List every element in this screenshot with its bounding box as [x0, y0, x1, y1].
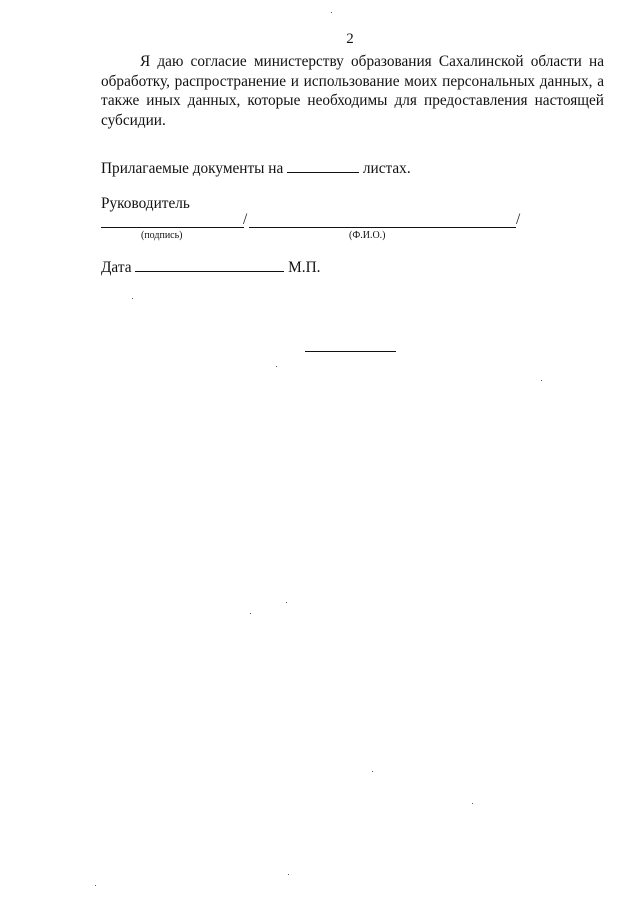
sheet-count-blank[interactable] [287, 160, 359, 173]
date-field[interactable] [135, 259, 284, 272]
signature-field[interactable] [101, 227, 244, 228]
scan-speck [276, 366, 277, 367]
name-slash: / [516, 211, 521, 228]
scan-speck [541, 380, 542, 381]
date-line [101, 259, 320, 277]
full-name-field[interactable] [249, 227, 516, 228]
consent-paragraph: Я даю согласие министерству образования Сахалинской области на обработку, распространение и использование моих персональных данных, а также иных данных, которые необходимы для предоставления настоящей субсидии. [101, 53, 604, 129]
scan-speck [132, 298, 133, 299]
scan-speck [250, 613, 251, 614]
name-caption: (Ф.И.О.) [349, 230, 386, 241]
date-label: Дата [101, 259, 132, 276]
signature-caption: (подпись) [141, 230, 183, 241]
page-number: 2 [346, 31, 354, 47]
attached-prefix: Прилагаемые документы на [101, 160, 284, 177]
scan-speck [95, 885, 96, 886]
end-of-document-rule [305, 351, 396, 352]
scan-speck [286, 602, 287, 603]
scan-speck [331, 12, 332, 13]
attached-documents-line [101, 160, 411, 178]
stamp-label: М.П. [288, 259, 321, 276]
scan-speck [372, 771, 373, 772]
scan-speck [472, 803, 473, 804]
attached-suffix: листах. [362, 160, 411, 177]
head-label: Руководитель [101, 195, 190, 212]
signature-slash: / [243, 211, 248, 228]
scan-speck [288, 874, 289, 875]
